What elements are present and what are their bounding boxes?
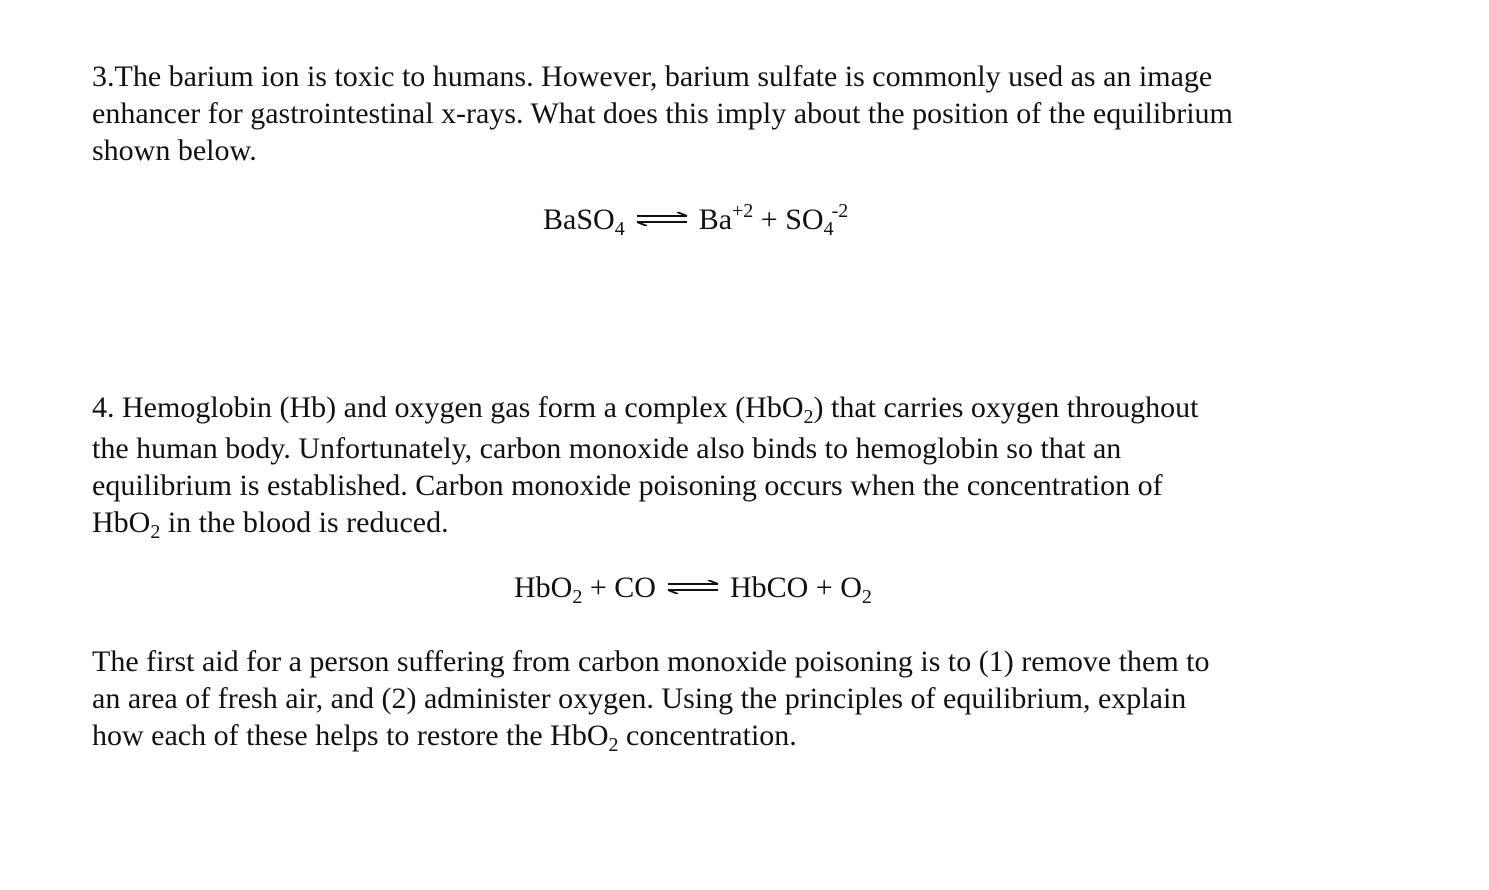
first-aid-text	[92, 643, 1352, 758]
equilibrium-arrow-icon	[664, 580, 722, 594]
q4-line-4-sub: 2	[150, 521, 161, 543]
q4-eq-hbo-sub: 2	[572, 586, 583, 608]
firstaid-line-3-tail: concentration.	[618, 719, 797, 752]
q3-line-3: shown below.	[92, 134, 257, 167]
q3-eq-baso-sub: 4	[614, 218, 625, 240]
q4-line-1-sub: 2	[803, 406, 814, 428]
q3-eq-so-sup: -2	[831, 200, 849, 222]
q3-eq-ba-sup: +2	[732, 200, 754, 222]
q4-line-2: the human body. Unfortunately, carbon monoxide also binds to hemoglobin so that an	[92, 432, 1122, 465]
question-3-text	[92, 58, 1352, 169]
q4-eq-o-sub: 2	[861, 586, 872, 608]
q4-equation	[514, 569, 872, 610]
q4-eq-plus-co: + CO	[582, 571, 656, 604]
q3-eq-plus: +	[753, 203, 786, 236]
firstaid-line-3-text: how each of these helps to restore the HbO	[92, 719, 609, 752]
q3-eq-so-sub: 4	[823, 218, 834, 240]
q3-eq-so: SO	[785, 203, 824, 236]
q3-eq-ba: Ba	[698, 203, 733, 236]
q3-line-2: enhancer for gastrointestinal x-rays. What does this imply about the position of the equilibrium	[92, 97, 1233, 130]
q4-line-4-text: HbO	[92, 506, 151, 539]
firstaid-line-1: The first aid for a person suffering from carbon monoxide poisoning is to (1) remove them to	[92, 645, 1210, 678]
q3-line-1: 3.The barium ion is toxic to humans. However, barium sulfate is commonly used as an image	[92, 60, 1213, 93]
q4-line-4-tail: in the blood is reduced.	[160, 506, 449, 539]
q4-eq-hbco: HbCO + O	[729, 571, 862, 604]
q3-eq-baso: BaSO	[543, 203, 615, 236]
q3-equation	[543, 201, 848, 242]
q4-line-4	[92, 504, 1352, 545]
firstaid-line-2: an area of fresh air, and (2) administer oxygen. Using the principles of equilibrium, explain	[92, 682, 1187, 715]
question-4-text	[92, 389, 1352, 545]
firstaid-line-3-sub: 2	[608, 734, 619, 756]
q4-line-1-tail: ) that carries oxygen throughout	[813, 391, 1199, 424]
q4-eq-hbo: HbO	[514, 571, 573, 604]
q4-line-1	[92, 389, 1352, 430]
q4-line-3: equilibrium is established. Carbon monoxide poisoning occurs when the concentration of	[92, 469, 1163, 502]
equilibrium-arrow-icon	[633, 212, 691, 226]
q4-line-1-text: 4. Hemoglobin (Hb) and oxygen gas form a complex (HbO	[92, 391, 804, 424]
firstaid-line-3	[92, 717, 1352, 758]
